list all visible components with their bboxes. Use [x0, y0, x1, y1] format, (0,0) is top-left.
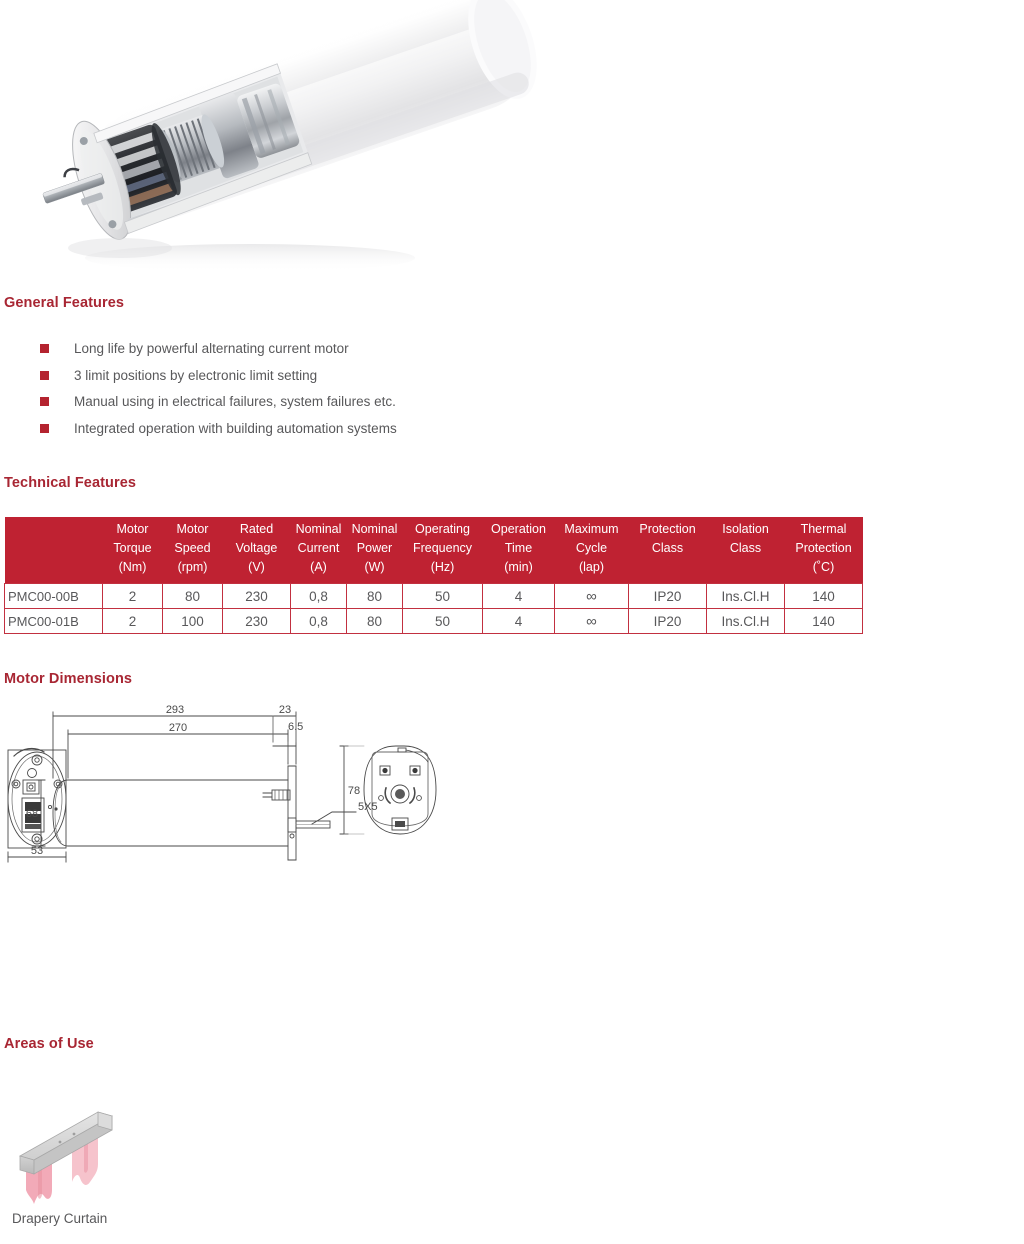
dim-label-small-offset: 6.5: [288, 721, 304, 733]
product-photo: [0, 0, 600, 288]
cell-nominal-current: 0,8: [291, 584, 347, 609]
bullet-square-icon: [40, 397, 49, 406]
technical-features-table: [4, 517, 863, 634]
cell-motor-speed: 100: [163, 609, 223, 634]
cell-model: PMC00-00B: [5, 584, 103, 609]
feature-text: Manual using in electrical failures, system failures etc.: [74, 394, 396, 409]
tubular-motor-cutaway-photo: [0, 0, 600, 288]
cell-operating-frequency: 50: [403, 584, 483, 609]
cell-rated-voltage: 230: [223, 609, 291, 634]
column-header-motor-torque: Motor Torque (Nm): [103, 517, 163, 584]
bullet-square-icon: [40, 344, 49, 353]
cell-motor-torque: 2: [103, 584, 163, 609]
dim-label-shaft-square: 5X5: [358, 801, 378, 813]
area-of-use-drapery-curtain: [14, 1098, 214, 1211]
table-row: [5, 584, 863, 609]
feature-text: Long life by powerful alternating current motor: [74, 341, 349, 356]
motor-dimensions-drawing: [0, 694, 640, 874]
cell-protection-class: IP20: [629, 609, 707, 634]
column-header-rated-voltage: Rated Voltage (V): [223, 517, 291, 584]
cell-protection-class: IP20: [629, 584, 707, 609]
section-heading-general-features: General Features: [4, 295, 125, 311]
cell-nominal-power: 80: [347, 609, 403, 634]
column-header-operating-frequency: Operating Frequency (Hz): [403, 517, 483, 584]
dim-label-body-height: 68: [25, 808, 39, 820]
dim-label-end-length: 23: [278, 704, 292, 716]
cell-motor-speed: 80: [163, 584, 223, 609]
cell-maximum-cycle: ∞: [555, 584, 629, 609]
column-header-isolation-class: Isolation Class: [707, 517, 785, 584]
column-header-maximum-cycle: Maximum Cycle (lap): [555, 517, 629, 584]
cell-nominal-power: 80: [347, 584, 403, 609]
list-item: [40, 366, 397, 393]
cell-operating-frequency: 50: [403, 609, 483, 634]
cell-operation-time: 4: [483, 584, 555, 609]
feature-text: 3 limit positions by electronic limit setting: [74, 367, 318, 383]
cell-thermal-protection: 140: [785, 609, 863, 634]
dim-label-tube-length: 270: [168, 722, 188, 734]
dimension-drawing-svg: [0, 694, 640, 874]
list-item: [40, 392, 397, 419]
cell-motor-torque: 2: [103, 609, 163, 634]
cell-operation-time: 4: [483, 609, 555, 634]
section-heading-technical-features: Technical Features: [4, 475, 137, 491]
cell-thermal-protection: 140: [785, 584, 863, 609]
column-header-motor-speed: Motor Speed (rpm): [163, 517, 223, 584]
cell-isolation-class: Ins.Cl.H: [707, 584, 785, 609]
cell-isolation-class: Ins.Cl.H: [707, 609, 785, 634]
section-heading-motor-dimensions: Motor Dimensions: [4, 671, 133, 687]
table-header-row: [5, 517, 863, 584]
drapery-curtain-icon: [14, 1098, 134, 1206]
list-item: [40, 419, 397, 446]
dim-label-overall-length: 293: [165, 704, 185, 716]
cell-model: PMC00-01B: [5, 609, 103, 634]
column-header-thermal-protection: Thermal Protection (˚C): [785, 517, 863, 584]
column-header-operation-time: Operation Time (min): [483, 517, 555, 584]
column-header-nominal-power: Nominal Power (W): [347, 517, 403, 584]
dim-label-end-cap-width: 53: [30, 845, 44, 857]
list-item: [40, 339, 397, 366]
area-of-use-caption: Drapery Curtain: [12, 1211, 108, 1226]
cell-rated-voltage: 230: [223, 584, 291, 609]
dim-label-drive-head-height: 78: [347, 785, 361, 797]
general-features-list: [40, 339, 397, 445]
column-header-nominal-current: Nominal Current (A): [291, 517, 347, 584]
section-heading-areas-of-use: Areas of Use: [4, 1036, 94, 1052]
bullet-square-icon: [40, 424, 49, 433]
column-header-model: [5, 517, 103, 584]
cell-maximum-cycle: ∞: [555, 609, 629, 634]
column-header-protection-class: Protection Class: [629, 517, 707, 584]
bullet-square-icon: [40, 371, 49, 380]
cell-nominal-current: 0,8: [291, 609, 347, 634]
table-row: [5, 609, 863, 634]
feature-text: Integrated operation with building automation systems: [74, 420, 397, 436]
